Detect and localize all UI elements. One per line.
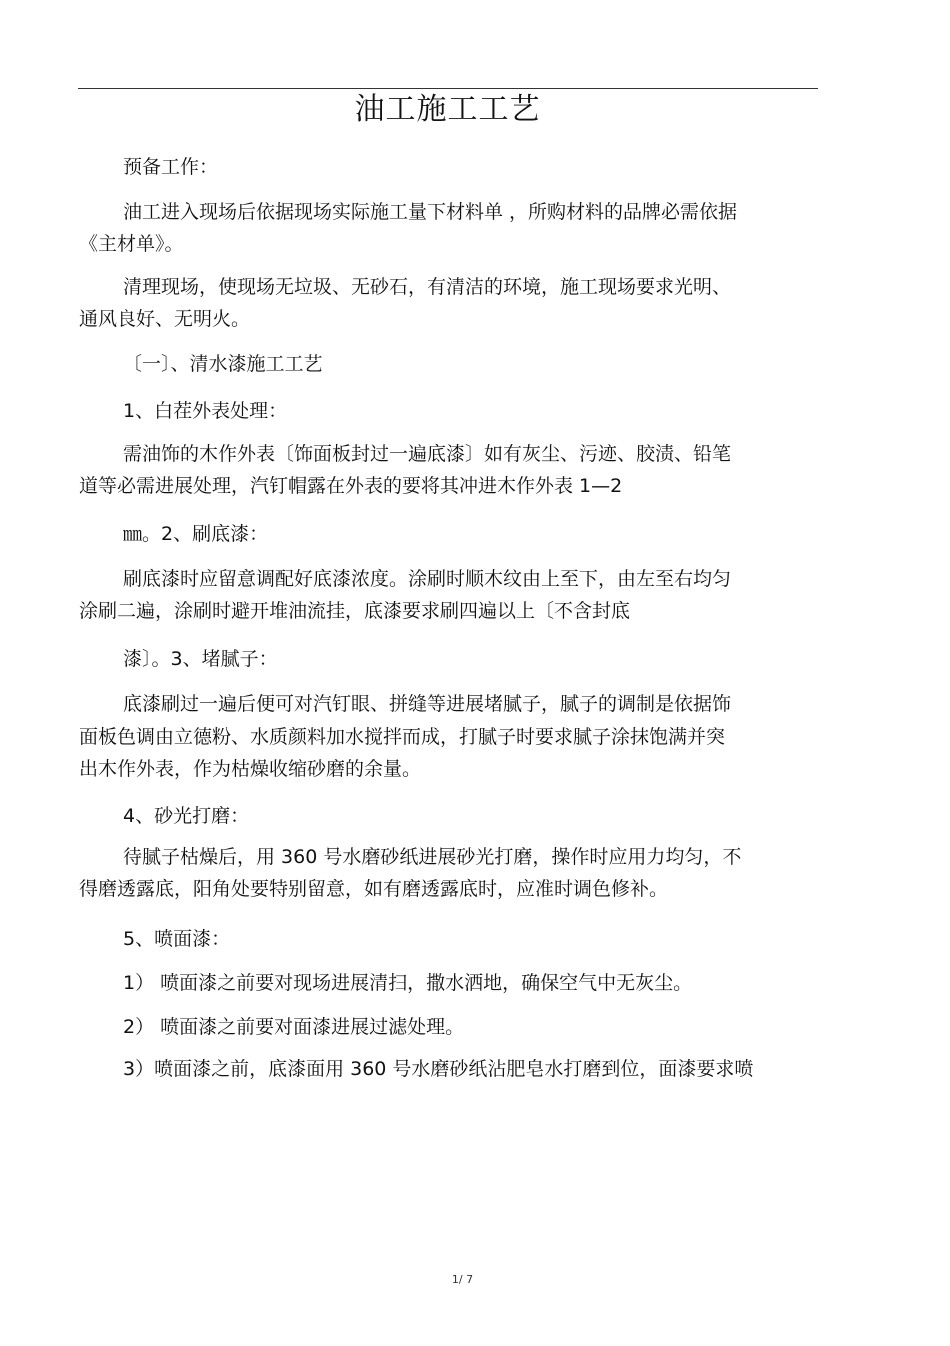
text-line: 《主材单》。	[79, 233, 184, 255]
text-line: 清理现场，使现场无垃圾、无砂石，有清洁的环境，施工现场要求光明、	[123, 276, 732, 298]
section-heading: 〔一〕、清水漆施工工艺	[123, 353, 323, 375]
list-item: 2） 喷面漆之前要对面漆进展过滤处理。	[123, 1016, 465, 1038]
text-line: 预备工作：	[123, 156, 219, 178]
step-heading: 5、喷面漆：	[123, 928, 231, 950]
text-line: 面板色调由立德粉、水质颜料加水搅拌而成，打腻子时要求腻子涂抹饱满并突	[79, 726, 726, 748]
page-number: 1/ 7	[451, 1273, 474, 1286]
step-heading: 1、白茬外表处理：	[123, 400, 288, 422]
text-line: 涂刷二遍，涂刷时避开堆油流挂，底漆要求刷四遍以上〔不含封底	[79, 600, 631, 622]
text-line: 刷底漆时应留意调配好底漆浓度。涂刷时顺木纹由上至下，由左至右均匀	[123, 568, 732, 590]
text-line: 得磨透露底，阳角处要特别留意，如有磨透露底时，应准时调色修补。	[79, 878, 669, 900]
text-line: 油工进入现场后依据现场实际施工量下材料单 ，所购材料的品牌必需依据	[123, 201, 738, 223]
document-title: 油工施工工艺	[354, 92, 541, 127]
text-line: 需油饰的木作外表〔饰面板封过一遍底漆〕如有灰尘、污迹、胶渍、铅笔	[123, 443, 732, 465]
list-item: 3）喷面漆之前，底漆面用 360 号水磨砂纸沾肥皂水打磨到位，面漆要求喷	[123, 1058, 754, 1080]
step-heading: 漆〕。3、堵腻子：	[123, 648, 278, 670]
step-heading: ㎜。2、刷底漆：	[123, 523, 269, 545]
step-heading: 4、砂光打磨：	[123, 805, 250, 827]
text-line: 通风良好、无明火。	[79, 308, 251, 330]
text-line: 道等必需进展处理，汽钉帽露在外表的要将其冲进木作外表 1—2	[79, 475, 623, 497]
list-item: 1） 喷面漆之前要对现场进展清扫，撒水洒地，确保空气中无灰尘。	[123, 972, 693, 994]
text-line: 出木作外表，作为枯燥收缩砂磨的余量。	[79, 758, 422, 780]
text-line: 待腻子枯燥后，用 360 号水磨砂纸进展砂光打磨，操作时应用力均匀，不	[123, 846, 742, 868]
text-line: 底漆刷过一遍后便可对汽钉眼、拼缝等进展堵腻子，腻子的调制是依据饰	[123, 693, 732, 715]
